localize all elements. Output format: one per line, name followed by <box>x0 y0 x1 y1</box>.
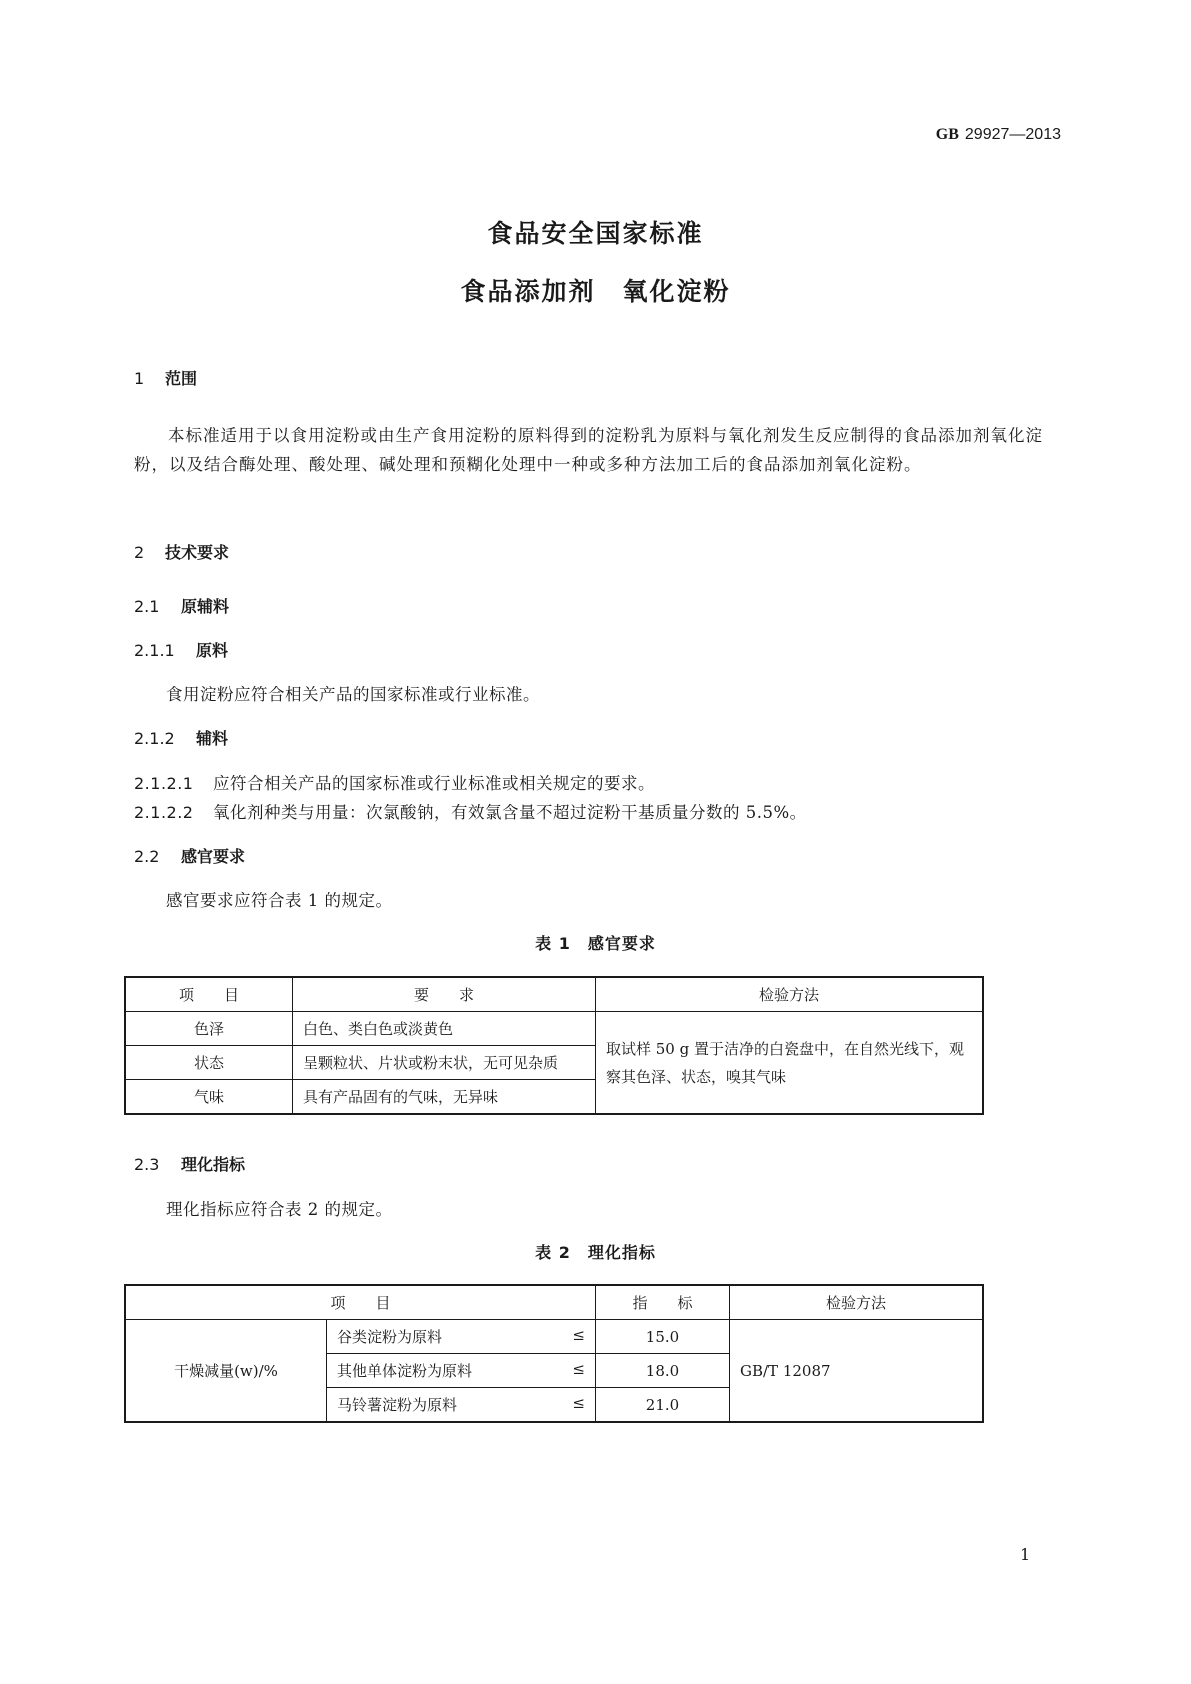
value-cell: 18.0 <box>596 1354 730 1388</box>
table-header: 要 求 <box>293 977 596 1012</box>
table-cell: 气味 <box>125 1080 293 1115</box>
table1-caption: 表 1 感官要求 <box>535 934 656 953</box>
table-header-row <box>125 977 983 1012</box>
table-row <box>125 1012 983 1046</box>
clause-2-1-2-1: 2.1.2.1 应符合相关产品的国家标准或行业标准或相关规定的要求。 <box>134 774 655 793</box>
section-heading-2-1-2: 2.1.2 辅料 <box>134 729 229 748</box>
scope-paragraph: 本标准适用于以食用淀粉或由生产食用淀粉的原料得到的淀粉乳为原料与氧化剂发生反应制得的食品添加剂氧化淀粉，以及结合酶处理、酸处理、碱处理和预糊化处理中一种或多种方法加工后的食品添加剂氧化淀粉。 <box>134 426 1043 474</box>
less-equal-symbol: ≤ <box>572 1394 585 1412</box>
table-header-row <box>125 1285 983 1320</box>
table-cell: 呈颗粒状、片状或粉末状，无可见杂质 <box>293 1046 596 1080</box>
table-cell: 白色、类白色或淡黄色 <box>293 1012 596 1046</box>
physchem-intro: 理化指标应符合表 2 的规定。 <box>166 1200 393 1219</box>
section-heading-1: 1 范围 <box>134 369 198 388</box>
less-equal-symbol: ≤ <box>572 1326 585 1344</box>
table-cell: 谷类淀粉为原料 ≤ <box>327 1320 596 1354</box>
standard-code: GB 29927—2013 <box>935 126 1061 143</box>
sensory-intro: 感官要求应符合表 1 的规定。 <box>166 891 393 910</box>
section-heading-2: 2 技术要求 <box>134 543 230 562</box>
section-heading-2-2: 2.2 感官要求 <box>134 847 246 866</box>
table-cell: 马铃薯淀粉为原料 ≤ <box>327 1388 596 1423</box>
section-heading-2-1-1: 2.1.1 原料 <box>134 641 229 660</box>
less-equal-symbol: ≤ <box>572 1360 585 1378</box>
table2-caption: 表 2 理化指标 <box>535 1243 656 1262</box>
sensory-table <box>124 976 984 1115</box>
table-header: 项 目 <box>125 977 293 1012</box>
clause-2-1-2-2: 2.1.2.2 氧化剂种类与用量：次氯酸钠，有效氯含量不超过淀粉干基质量分数的 5.5%。 <box>134 803 807 822</box>
raw-material-text: 食用淀粉应符合相关产品的国家标准或行业标准。 <box>166 685 540 704</box>
document-title: 食品安全国家标准 <box>487 219 704 248</box>
table-header: 项 目 <box>125 1285 596 1320</box>
value-cell: 21.0 <box>596 1388 730 1423</box>
table-header: 检验方法 <box>730 1285 984 1320</box>
method-cell: GB/T 12087 <box>730 1320 984 1423</box>
table-cell: 状态 <box>125 1046 293 1080</box>
table-cell: 具有产品固有的气味，无异味 <box>293 1080 596 1115</box>
table-cell: 色泽 <box>125 1012 293 1046</box>
method-cell: 取试样 50 g 置于洁净的白瓷盘中，在自然光线下，观察其色泽、状态，嗅其气味 <box>596 1012 984 1115</box>
table-header: 检验方法 <box>596 977 984 1012</box>
value-cell: 15.0 <box>596 1320 730 1354</box>
table-row <box>125 1320 983 1354</box>
page-number: 1 <box>1020 1545 1031 1564</box>
physchem-table <box>124 1284 984 1423</box>
group-cell: 干燥减量(w)/% <box>125 1320 327 1423</box>
document-subtitle: 食品添加剂 氧化淀粉 <box>460 277 731 306</box>
table-cell: 其他单体淀粉为原料 ≤ <box>327 1354 596 1388</box>
table-header: 指 标 <box>596 1285 730 1320</box>
section-heading-2-3: 2.3 理化指标 <box>134 1155 246 1174</box>
section-heading-2-1: 2.1 原辅料 <box>134 597 230 616</box>
